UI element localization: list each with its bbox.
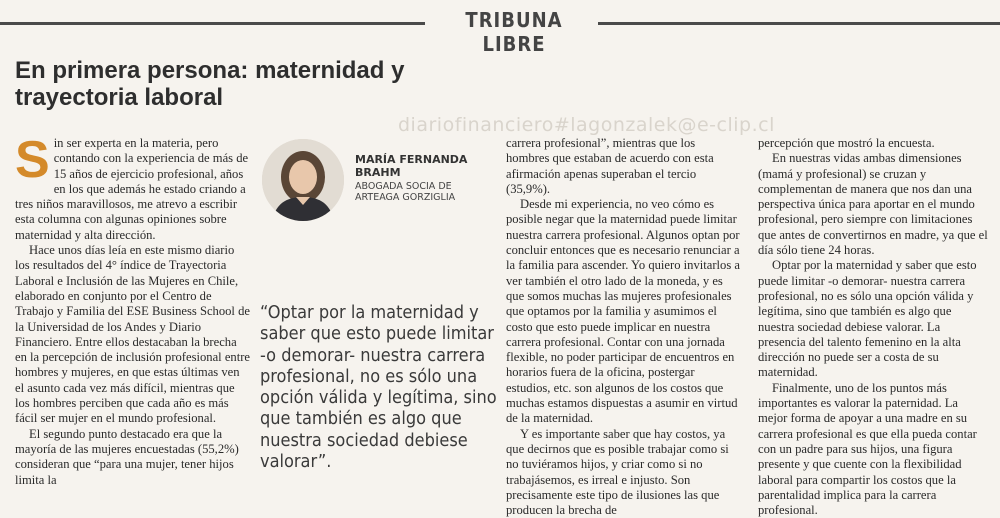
- section-label: TRIBUNA LIBRE: [465, 8, 563, 56]
- paragraph: En nuestras vidas ambas dimensiones (mamá y profesional) se cruzan y complementan de manera que nos dan una perspectiva única para aportar en el mundo profesional, pero siempre con limitaciones que antes de convertirnos en madre, ya que el día sólo tiene 24 horas.: [758, 151, 988, 258]
- paragraph: Y es importante saber que hay costos, ya que decirnos que es posible trabajar como si no tuviéramos hijos, y criar como si no trabajásemos, es irreal e injusto. Son precisamente este tipo de ilusiones las que producen la brecha de: [506, 426, 729, 518]
- header-rule-left: [0, 22, 425, 25]
- watermark: diariofinanciero#lagonzalek@e-clip.cl: [398, 114, 775, 136]
- author-role-line-2: ARTEAGA GORZIGLIA: [355, 192, 456, 203]
- author-role: [355, 181, 495, 203]
- author-name: [355, 153, 495, 179]
- column-3: [506, 136, 741, 518]
- column-4: [758, 136, 990, 518]
- paragraph: El segundo punto destacado era que la mayoría de las mujeres encuestadas (55,2%) consideran que “para una mujer, tener hijos limita la: [15, 426, 239, 487]
- article-title-line-1: En primera persona: maternidad y: [15, 57, 405, 84]
- pull-quote: “Optar por la maternidad y saber que esto puede limitar -o demorar- nuestra carrera profesional, no es sólo una opción válida y legítima, sino que también es algo que nuestra sociedad debiese valorar”.: [260, 302, 497, 473]
- author-name-line-1: MARÍA FERNANDA: [355, 153, 468, 166]
- column-1: [15, 131, 250, 488]
- author-name-line-2: BRAHM: [355, 166, 401, 179]
- paragraph: Finalmente, uno de los puntos más importantes es valorar la paternidad. La mejor forma de apoyar a una madre en su carrera profesional es que ella pueda contar con un padre para sus hijos, una figura presente y que cuente con la flexibilidad laboral para compartir los costos que la parentalidad implica para la carrera profesional.: [758, 380, 977, 518]
- paragraph: Desde mi experiencia, no veo cómo es posible negar que la maternidad puede limitar nuestra carrera profesional. Algunos optan por concluir entonces que es necesario renunciar a la familia para ascender. Yo quiero invitarlos a ver también el otro lado de la moneda, y es que somos muchas las mujeres profesionales que optamos por la familia y asumimos el costo que esto puede implicar en nuestra carrera profesional. Contar con una jornada flexible, no poder participar de encuentros en horarios fuera de la oficina, postergar estudios, etc. son algunos de los costos que muchas estamos dispuestas a asumir en virtud de la maternidad.: [506, 197, 740, 426]
- paragraph: Hace unos días leía en este mismo diario los resultados del 4° índice de Trayectoria Laboral e Inclusión de las Mujeres en Chile, elaborado en conjunto por el Centro de Trabajo y Familia del ESE Business School de la Universidad de los Andes y Diario Financiero. Entre ellos destacaban la brecha en la percepción de inclusión profesional entre hombres y mujeres, en que estas últimas ven el asunto cada vez más difícil, mientras que los hombres perciben que cada año es más fácil ser mujer en el mundo profesional.: [15, 243, 250, 426]
- paragraph: Optar por la maternidad y saber que esto puede limitar -o demorar- nuestra carrera profesional, no es sólo una opción válida y legítima, sino que también es algo que nuestra sociedad debiese valorar. La presencia del talento femenino en la alta dirección no puede ser a costa de su maternidad.: [758, 258, 977, 380]
- author-photo: [262, 139, 344, 221]
- header-rule-right: [598, 22, 1000, 25]
- drop-cap: S: [15, 131, 50, 189]
- author-portrait-icon: [262, 139, 344, 221]
- article-title: [15, 57, 435, 111]
- paragraph-text: in ser experta en la materia, pero contando con la experiencia de más de 15 años de ejercicio profesional, años en los que además he estado criando a tres niños maravillosos, me atrevo a escribir esta columna con algunas opiniones sobre maternidad y alta dirección.: [15, 136, 249, 242]
- paragraph: [15, 131, 250, 243]
- author-role-line-1: ABOGADA SOCIA DE: [355, 181, 452, 192]
- paragraph: carrera profesional”, mientras que los hombres que estaban de acuerdo con esta afirmación apenas superaban el tercio (35,9%).: [506, 136, 714, 196]
- article-title-line-2: trayectoria laboral: [15, 84, 224, 111]
- paragraph: percepción que mostró la encuesta.: [758, 136, 935, 150]
